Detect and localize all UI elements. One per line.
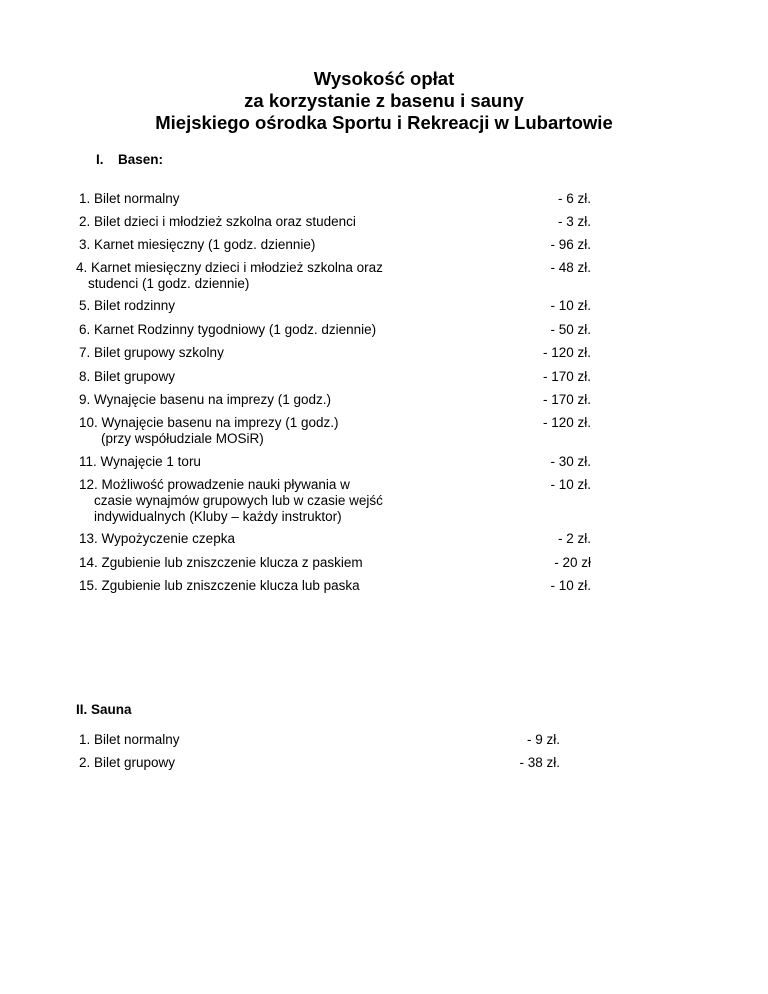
pool-item-14 (79, 555, 363, 571)
item-line: 14. Zgubienie lub zniszczenie klucza z paskiem (79, 555, 363, 570)
item-description (79, 214, 356, 230)
item-description (79, 369, 175, 385)
item-description (79, 454, 201, 470)
item-line: 1. Bilet normalny (79, 732, 180, 747)
item-line: 11. Wynajęcie 1 toru (79, 454, 201, 469)
pool-price-5: - 10 zł. (550, 298, 591, 313)
item-line-continued: studenci (1 godz. dziennie) (88, 276, 250, 291)
pool-price-6: - 50 zł. (550, 322, 591, 337)
item-description (79, 415, 339, 447)
item-description (79, 191, 180, 207)
pool-price-8: - 170 zł. (542, 369, 591, 384)
pool-item-12 (79, 477, 383, 525)
pool-price-13: - 2 zł. (557, 531, 591, 546)
item-description (79, 555, 363, 571)
item-line: 12. Możliwość prowadzenie nauki pływania w (79, 477, 350, 492)
pool-price-10: - 120 zł. (542, 415, 591, 430)
item-description (79, 531, 235, 547)
item-description (79, 322, 376, 338)
item-description (79, 578, 360, 594)
item-line: 2. Bilet grupowy (79, 755, 176, 770)
pool-item-15 (79, 578, 360, 594)
pool-item-3 (79, 237, 315, 253)
item-line: 1. Bilet normalny (79, 191, 180, 206)
item-description (79, 732, 180, 748)
pool-item-11 (79, 454, 201, 470)
item-line: 4. Karnet miesięczny dzieci i młodzież szkolna oraz (76, 260, 383, 275)
item-line-continued: (przy współudziale MOSiR) (101, 431, 264, 446)
item-description (79, 345, 224, 361)
item-description (79, 237, 315, 253)
pool-price-12: - 10 zł. (550, 477, 591, 492)
item-line: 7. Bilet grupowy szkolny (79, 345, 224, 360)
item-line: 3. Karnet miesięczny (1 godz. dziennie) (79, 237, 316, 252)
item-line: 15. Zgubienie lub zniszczenie klucza lub paska (79, 578, 360, 593)
item-line: 13. Wypożyczenie czepka (79, 531, 235, 546)
pool-price-15: - 10 zł. (550, 578, 591, 593)
item-line: 5. Bilet rodzinny (79, 298, 176, 313)
title-line-3: Miejskiego ośrodka Sportu i Rekreacji w Lubartowie (155, 112, 613, 133)
pool-price-1: - 6 zł. (557, 191, 591, 206)
sauna-item-1 (79, 732, 180, 748)
item-description (79, 392, 331, 408)
pool-price-7: - 120 zł. (542, 345, 591, 360)
sauna-item-2 (79, 755, 175, 771)
item-line: 10. Wynajęcie basenu na imprezy (1 godz.) (79, 415, 339, 430)
item-line-continued: indywidualnych (Kluby – każdy instruktor) (94, 509, 342, 524)
sauna-price-2: - 38 zł. (519, 755, 560, 770)
pool-item-5 (79, 298, 175, 314)
pool-price-14: - 20 zł (554, 555, 591, 570)
item-line-continued: czasie wynajmów grupowych lub w czasie wejść (94, 493, 383, 508)
pool-item-8 (79, 369, 175, 385)
pool-price-4: - 48 zł. (550, 260, 591, 275)
section-2-heading: II. Sauna (76, 702, 132, 717)
section-1-heading: Basen: (118, 152, 164, 167)
sauna-price-1: - 9 zł. (526, 732, 560, 747)
section-1-number: I. (96, 152, 104, 167)
item-line: 9. Wynajęcie basenu na imprezy (1 godz.) (79, 392, 332, 407)
item-description (76, 260, 383, 292)
pool-item-9 (79, 392, 331, 408)
pool-item-4 (76, 260, 383, 292)
pool-price-2: - 3 zł. (557, 214, 591, 229)
pool-item-1 (79, 191, 180, 207)
pool-item-2 (79, 214, 356, 230)
pool-price-9: - 170 zł. (542, 392, 591, 407)
item-line: 8. Bilet grupowy (79, 369, 176, 384)
item-line: 6. Karnet Rodzinny tygodniowy (1 godz. dziennie) (79, 322, 377, 337)
pool-item-6 (79, 322, 376, 338)
item-description (79, 298, 175, 314)
pool-item-7 (79, 345, 224, 361)
pool-price-3: - 96 zł. (550, 237, 591, 252)
pool-item-10 (79, 415, 339, 447)
pool-item-13 (79, 531, 235, 547)
pool-price-11: - 30 zł. (550, 454, 591, 469)
item-description (79, 477, 383, 525)
item-line: 2. Bilet dzieci i młodzież szkolna oraz studenci (79, 214, 356, 229)
title-line-2: za korzystanie z basenu i sauny (244, 90, 524, 111)
title-line-1: Wysokość opłat (313, 68, 455, 89)
item-description (79, 755, 175, 771)
